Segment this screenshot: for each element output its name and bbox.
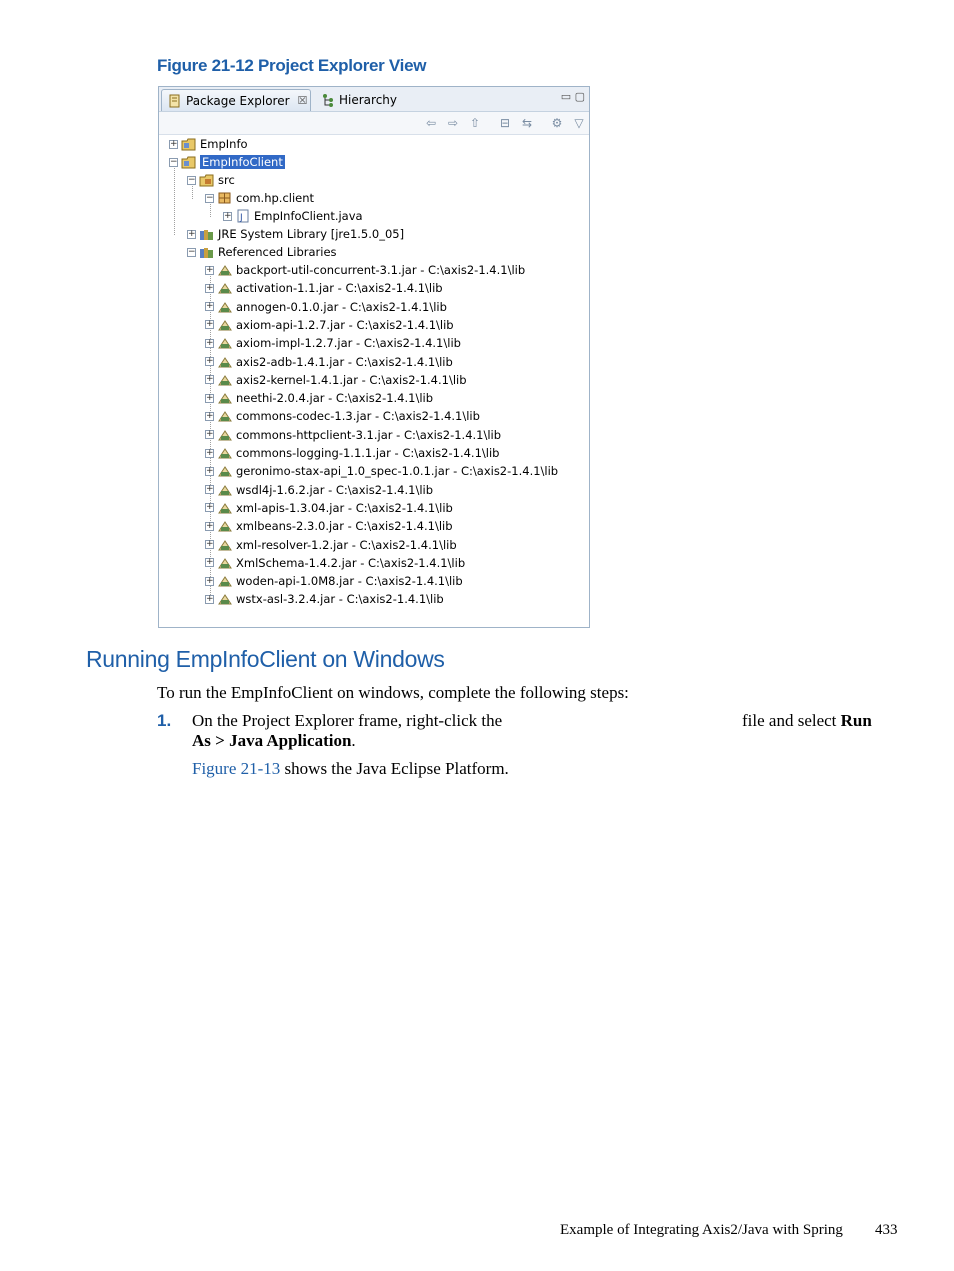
figure-link[interactable]: Figure 21-13 [192,759,281,778]
package-icon [217,191,233,205]
java-file-icon [235,209,251,223]
jar-icon [217,483,233,497]
tree-item-referenced-libraries[interactable] [187,243,337,261]
minimize-maximize-icons[interactable]: ▭ ▢ [560,90,585,103]
collapse-icon[interactable]: − [188,246,196,257]
tree-item-jar[interactable] [205,353,453,371]
expand-icon[interactable]: + [206,282,214,293]
link-with-editor-icon[interactable]: ⇆ [521,116,533,130]
tree-item-java-file[interactable] [223,207,363,225]
jar-icon [217,446,233,460]
tree-label: xml-apis-1.3.04.jar - C:\axis2-1.4.1\lib [236,500,453,515]
tree-item-jar[interactable] [205,261,525,279]
tree-label: EmpInfo [200,137,248,151]
view-toolbar [159,112,589,135]
period: . [351,731,356,750]
jar-icon [217,263,233,277]
tree-item-empinfoclient[interactable] [169,153,285,171]
tree-label: geronimo-stax-api_1.0_spec-1.0.1.jar - C:\axis2-1.4.1\lib [236,464,559,479]
figure-ref-text: shows the Java Eclipse Platform. [280,759,509,778]
jar-icon [217,318,233,332]
expand-icon[interactable]: + [170,138,178,149]
tree-item-jar[interactable] [205,462,558,480]
step-text-part: file and select [742,711,837,730]
collapse-icon[interactable]: − [188,174,196,185]
step-text-continued [742,711,872,731]
expand-icon[interactable]: + [206,465,214,476]
library-icon [199,245,215,259]
step-text: On the Project Explorer frame, right-click the [192,711,503,730]
expand-icon[interactable]: + [188,228,196,239]
jar-icon [217,428,233,442]
tree-item-jre[interactable] [187,225,404,243]
tab-hierarchy[interactable] [315,89,398,110]
tree-item-jar[interactable] [205,334,461,352]
expand-icon[interactable]: + [206,301,214,312]
expand-icon[interactable]: + [206,484,214,495]
tree-label: commons-logging-1.1.1.jar - C:\axis2-1.4.1\lib [236,446,500,460]
tab-label: Package Explorer [186,93,290,108]
jar-icon [217,574,233,588]
tree-item-jar[interactable] [205,279,443,297]
tree-item-jar[interactable] [205,554,465,572]
jar-icon [217,391,233,405]
tree-label: src [218,173,235,187]
jar-icon [217,592,233,606]
tree-label-selected: EmpInfoClient [202,155,283,169]
jar-icon [217,538,233,552]
forward-arrow-icon[interactable]: ⇨ [447,116,459,130]
package-explorer-panel [158,86,590,628]
tree-label: annogen-0.1.0.jar - C:\axis2-1.4.1\lib [236,299,447,314]
tree-item-package[interactable] [205,189,314,207]
expand-icon[interactable]: + [206,392,214,403]
jar-icon [217,464,233,478]
jar-icon [217,409,233,423]
tree-label: com.hp.client [236,191,315,205]
view-tab-bar [159,87,589,112]
back-arrow-icon[interactable]: ⇦ [425,116,437,130]
view-menu-icon[interactable]: ⚙ [551,116,563,130]
step-number: 1. [157,711,172,730]
tree-item-jar[interactable] [205,389,433,407]
tree-label: Referenced Libraries [218,245,337,259]
expand-icon[interactable]: + [206,520,214,531]
jar-icon [217,519,233,533]
jar-icon [217,281,233,295]
tree-item-jar[interactable] [205,481,433,499]
tree-label: activation-1.1.jar - C:\axis2-1.4.1\lib [236,281,443,296]
tree-item-empinfo[interactable] [169,135,248,153]
expand-icon[interactable]: + [206,502,214,513]
tree-item-jar[interactable] [205,536,457,554]
figure-caption: Figure 21-12 Project Explorer View [157,56,427,75]
svg-text:J: J [240,213,243,223]
expand-icon[interactable]: + [206,429,214,440]
java-project-icon [181,137,197,151]
expand-icon[interactable]: + [224,210,232,221]
jar-icon [217,300,233,314]
intro-paragraph: To run the EmpInfoClient on windows, complete the following steps: [157,683,629,702]
tree-label: xmlbeans-2.3.0.jar - C:\axis2-1.4.1\lib [236,519,453,534]
expand-icon[interactable]: + [206,356,214,366]
tree-item-src[interactable] [187,171,235,189]
tree-label: axis2-kernel-1.4.1.jar - C:\axis2-1.4.1\lib [236,372,467,387]
jar-icon [217,336,233,350]
expand-icon[interactable]: + [206,447,214,458]
expand-icon[interactable]: + [206,337,214,348]
page-number: 433 [875,1222,898,1238]
collapse-all-icon[interactable]: ⊟ [499,116,511,130]
package-explorer-icon [168,94,182,108]
tree-item-jar[interactable] [205,426,501,444]
jar-icon [217,355,233,369]
tree-item-jar[interactable] [205,590,444,608]
collapse-icon[interactable]: − [206,192,214,203]
figure-reference-paragraph [192,759,509,779]
expand-icon[interactable]: + [206,539,214,549]
expand-icon[interactable]: + [206,593,214,604]
step-text-menu [192,731,356,751]
expand-icon[interactable]: + [206,319,214,330]
up-icon[interactable]: ⇧ [469,116,481,130]
tree-item-jar[interactable] [205,444,499,462]
tree-label: axiom-impl-1.2.7.jar - C:\axis2-1.4.1\lib [236,336,461,351]
expand-icon[interactable]: + [206,264,214,275]
source-folder-icon [199,173,215,187]
tree-label: axiom-api-1.2.7.jar - C:\axis2-1.4.1\lib [236,317,454,332]
tree-label: commons-codec-1.3.jar - C:\axis2-1.4.1\lib [236,409,480,424]
footer-title: Example of Integrating Axis2/Java with Spring [560,1222,843,1238]
expand-icon[interactable]: + [206,557,214,568]
chevron-down-icon[interactable]: ▽ [574,116,584,130]
tree-label: EmpInfoClient.java [254,209,363,223]
tree-label: backport-util-concurrent-3.1.jar - C:\axis2-1.4.1\lib [236,263,526,277]
tree-item-jar[interactable] [205,572,463,590]
jar-icon [217,556,233,570]
tree-label: XmlSchema-1.4.2.jar - C:\axis2-1.4.1\lib [236,555,466,570]
close-icon[interactable]: ☒ [297,94,308,107]
expand-icon[interactable]: + [206,410,214,421]
tree-label: axis2-adb-1.4.1.jar - C:\axis2-1.4.1\lib [236,354,453,369]
tree-label: woden-api-1.0M8.jar - C:\axis2-1.4.1\lib [236,574,463,589]
jar-icon [217,501,233,515]
jar-icon [217,373,233,387]
hierarchy-icon [321,93,335,107]
tree-label: JRE System Library [jre1.5.0_05] [218,227,405,241]
library-icon [199,227,215,241]
menu-as-java-application: As > Java Application [192,731,352,750]
tree-item-jar[interactable] [205,371,467,389]
java-project-icon [181,155,197,169]
tree-item-jar[interactable] [205,298,447,316]
tree-label: wsdl4j-1.6.2.jar - C:\axis2-1.4.1\lib [236,482,434,497]
collapse-icon[interactable]: − [170,156,178,167]
tree-item-jar[interactable] [205,407,480,425]
tree-label: commons-httpclient-3.1.jar - C:\axis2-1.4.1\lib [236,427,502,442]
menu-run: Run [840,711,872,730]
expand-icon[interactable]: + [206,374,214,385]
section-heading: Running EmpInfoClient on Windows [86,646,445,672]
tree-item-jar[interactable] [205,316,454,334]
tab-label: Hierarchy [339,92,398,107]
expand-icon[interactable]: + [206,575,214,586]
tree-label: neethi-2.0.4.jar - C:\axis2-1.4.1\lib [236,391,434,406]
tree-label: wstx-asl-3.2.4.jar - C:\axis2-1.4.1\lib [236,592,444,607]
tree-item-jar[interactable] [205,499,453,517]
tree-item-jar[interactable] [205,517,453,535]
tree-label: xml-resolver-1.2.jar - C:\axis2-1.4.1\lib [236,537,457,552]
tab-package-explorer[interactable] [161,89,311,111]
